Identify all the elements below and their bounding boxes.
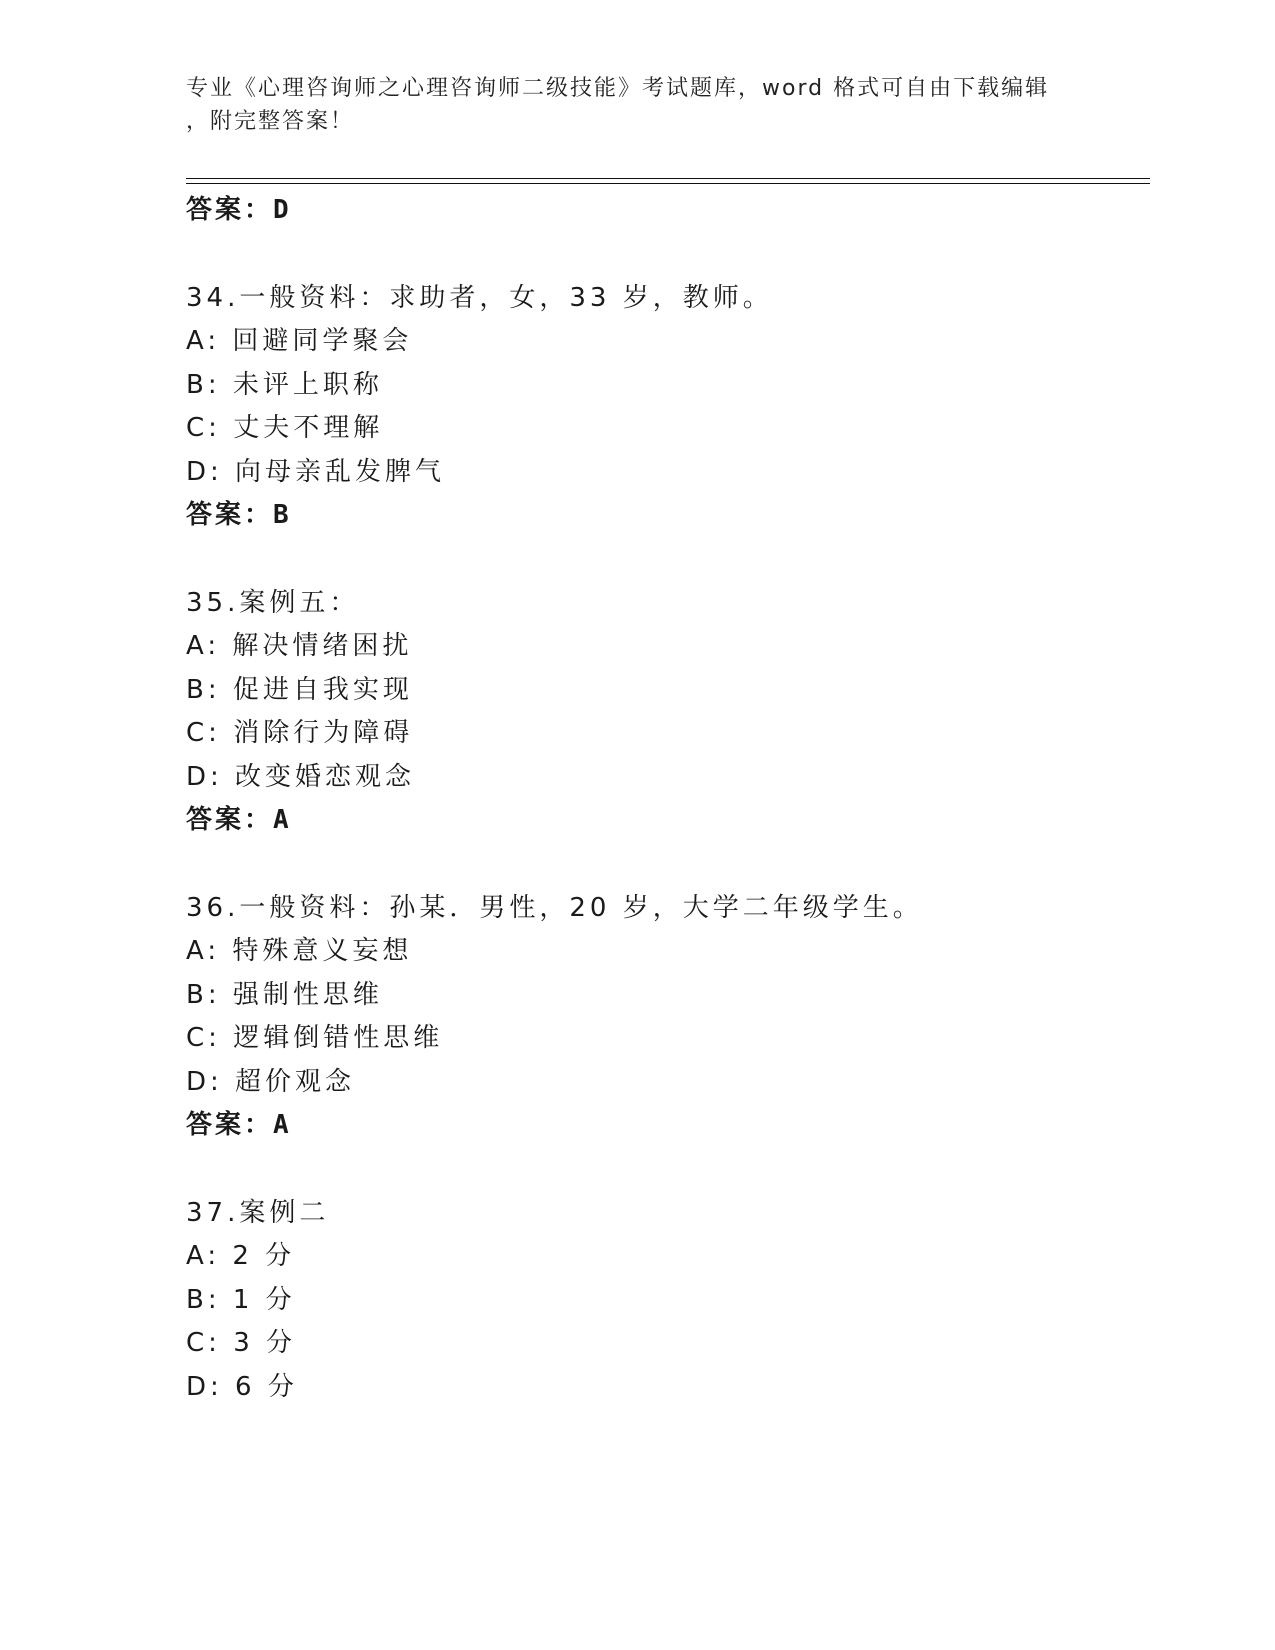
option-letter: D: <box>186 1067 223 1097</box>
question-text: 案例五： <box>239 588 360 618</box>
option-text: 向母亲乱发脾气 <box>235 457 446 487</box>
option-letter: A: <box>186 631 221 661</box>
question-34-option-c <box>186 407 383 444</box>
option-text: 特殊意义妄想 <box>232 936 413 966</box>
header-line-2: ，附完整答案！ <box>186 109 355 134</box>
document-header <box>186 72 1086 138</box>
question-37-option-d <box>186 1366 298 1403</box>
question-36-option-c <box>186 1017 443 1054</box>
option-text: 改变婚恋观念 <box>235 762 416 792</box>
answer-label: 答案： <box>186 805 274 835</box>
question-36-stem <box>186 887 923 924</box>
option-letter: D: <box>186 762 223 792</box>
question-36-option-d <box>186 1061 355 1098</box>
option-letter: D: <box>186 457 223 487</box>
question-37-option-c <box>186 1322 296 1359</box>
question-35-option-a <box>186 625 412 662</box>
option-letter: C: <box>186 1328 221 1358</box>
question-34-option-b <box>186 364 383 401</box>
option-letter: C: <box>186 718 221 748</box>
answer-label: 答案： <box>186 500 274 530</box>
answer-value: B <box>273 500 292 530</box>
question-number: 34. <box>186 283 240 313</box>
option-letter: B: <box>186 675 221 705</box>
option-text: 超价观念 <box>235 1067 356 1097</box>
question-number: 36. <box>186 893 240 923</box>
option-text: 未评上职称 <box>232 370 383 400</box>
option-text: 逻辑倒错性思维 <box>233 1023 444 1053</box>
option-letter: B: <box>186 980 221 1010</box>
question-37-option-a <box>186 1235 295 1272</box>
option-text: 6 分 <box>235 1372 298 1402</box>
question-36-option-a <box>186 930 412 967</box>
answer-value: A <box>273 1110 292 1140</box>
question-36-option-b <box>186 974 383 1011</box>
answer-label: 答案： <box>186 195 274 225</box>
answer-value: A <box>273 805 292 835</box>
option-letter: C: <box>186 1023 221 1053</box>
option-text: 消除行为障碍 <box>233 718 414 748</box>
question-number: 35. <box>186 588 240 618</box>
option-letter: B: <box>186 370 221 400</box>
question-35-stem <box>186 582 359 619</box>
question-34-option-a <box>186 320 412 357</box>
question-35-option-c <box>186 712 413 749</box>
option-letter: D: <box>186 1372 223 1402</box>
answer-value: D <box>273 195 292 225</box>
option-text: 强制性思维 <box>232 980 383 1010</box>
option-letter: A: <box>186 936 221 966</box>
question-34-answer <box>186 494 292 531</box>
option-letter: C: <box>186 413 221 443</box>
previous-answer <box>186 189 292 226</box>
option-text: 促进自我实现 <box>232 675 413 705</box>
question-text: 一般资料：求助者，女，33 岁，教师。 <box>239 283 773 313</box>
question-35-answer <box>186 799 292 836</box>
header-divider-bottom <box>186 183 1150 184</box>
question-35-option-d <box>186 756 415 793</box>
option-text: 解决情绪困扰 <box>232 631 413 661</box>
question-35-option-b <box>186 669 413 706</box>
question-text: 案例二 <box>239 1198 330 1228</box>
answer-label: 答案： <box>186 1110 274 1140</box>
question-36-answer <box>186 1104 292 1141</box>
option-text: 丈夫不理解 <box>233 413 384 443</box>
header-line-1: 专业《心理咨询师之心理咨询师二级技能》考试题库，word 格式可自由下载编辑 <box>186 76 1050 101</box>
question-37-stem <box>186 1192 329 1229</box>
option-text: 1 分 <box>232 1285 296 1315</box>
question-37-option-b <box>186 1279 296 1316</box>
header-divider-top <box>186 178 1150 179</box>
option-text: 回避同学聚会 <box>232 326 413 356</box>
option-text: 2 分 <box>232 1241 296 1271</box>
question-34-stem <box>186 277 773 314</box>
option-letter: A: <box>186 326 221 356</box>
option-letter: A: <box>186 1241 221 1271</box>
question-text: 一般资料：孙某．男性，20 岁，大学二年级学生。 <box>239 893 923 923</box>
question-34-option-d <box>186 451 445 488</box>
option-letter: B: <box>186 1285 221 1315</box>
question-number: 37. <box>186 1198 240 1228</box>
option-text: 3 分 <box>233 1328 296 1358</box>
